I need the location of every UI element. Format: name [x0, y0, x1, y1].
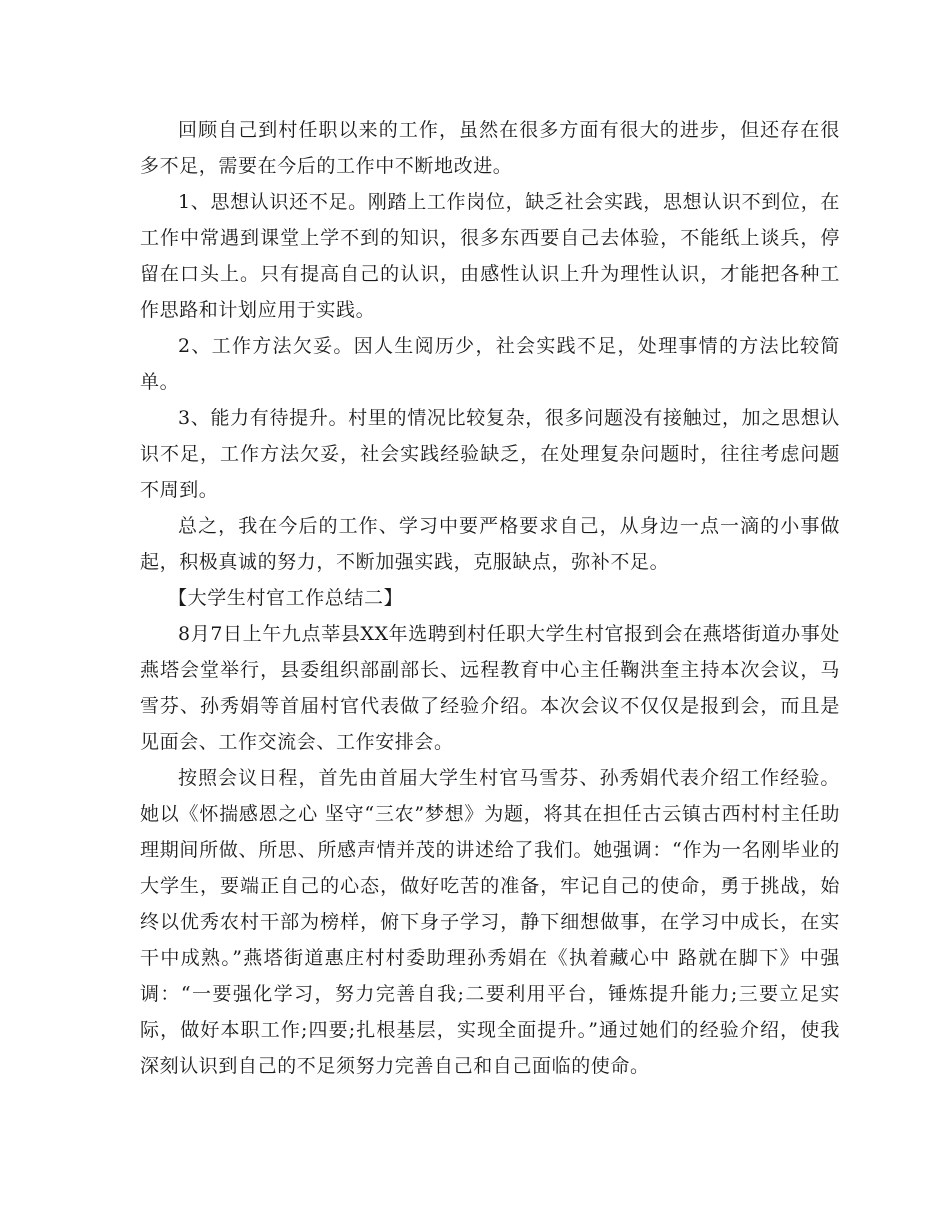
- paragraph-conclusion: 总之，我在今后的工作、学习中要严格要求自己，从身边一点一滴的小事做起，积极真诚的努力，不断加强实践，克服缺点，弥补不足。: [140, 515, 840, 573]
- paragraph-point-1: 1、思想认识还不足。刚踏上工作岗位，缺乏社会实践，思想认识不到位，在工作中常遇到课堂上学不到的知识，很多东西要自己去体验，不能纸上谈兵，停留在口头上。只有提高自己的认识，由感性认识上升为理性认识，才能把各种工作思路和计划应用于实践。: [140, 191, 840, 321]
- paragraph-agenda: 按照会议日程，首先由首届大学生村官马雪芬、孙秀娟代表介绍工作经验。她以《怀揣感恩之心 坚守“三农”梦想》为题，将其在担任古云镇古西村村主任助理期间所做、所思、所感声情并茂的讲述给了我们。她强调：“作为一名刚毕业的大学生，要端正自己的心态，做好吃苦的准备，牢记自己的使命，勇于挑战，始终以优秀农村干部为榜样，俯下身子学习，静下细想做事，在学习中成长，在实干中成熟。”燕塔街道惠庄村村委助理孙秀娟在《执着藏心中 路就在脚下》中强调：“一要强化学习，努力完善自我;二要利用平台，锤炼提升能力;三要立足实际，做好本职工作;四要;扎根基层，实现全面提升。”通过她们的经验介绍，使我深刻认识到自己的不足须努力完善自己和自己面临的使命。: [140, 767, 840, 1077]
- document-body: [140, 112, 840, 1084]
- paragraph-point-2: 2、工作方法欠妥。因人生阅历少，社会实践不足，处理事情的方法比较简单。: [140, 335, 840, 393]
- section-heading: 【大学生村官工作总结二】: [168, 587, 404, 609]
- paragraph-meeting: 8月7日上午九点莘县XX年选聘到村任职大学生村官报到会在燕塔街道办事处燕塔会堂举行，县委组织部副部长、远程教育中心主任鞠洪奎主持本次会议，马雪芬、孙秀娟等首届村官代表做了经验介绍。本次会议不仅仅是报到会，而且是见面会、工作交流会、工作安排会。: [140, 623, 840, 753]
- paragraph-review-intro: 回顾自己到村任职以来的工作，虽然在很多方面有很大的进步，但还存在很多不足，需要在今后的工作中不断地改进。: [140, 119, 840, 177]
- paragraph-point-3: 3、能力有待提升。村里的情况比较复杂，很多问题没有接触过，加之思想认识不足，工作方法欠妥，社会实践经验缺乏，在处理复杂问题时，往往考虑问题不周到。: [140, 407, 840, 501]
